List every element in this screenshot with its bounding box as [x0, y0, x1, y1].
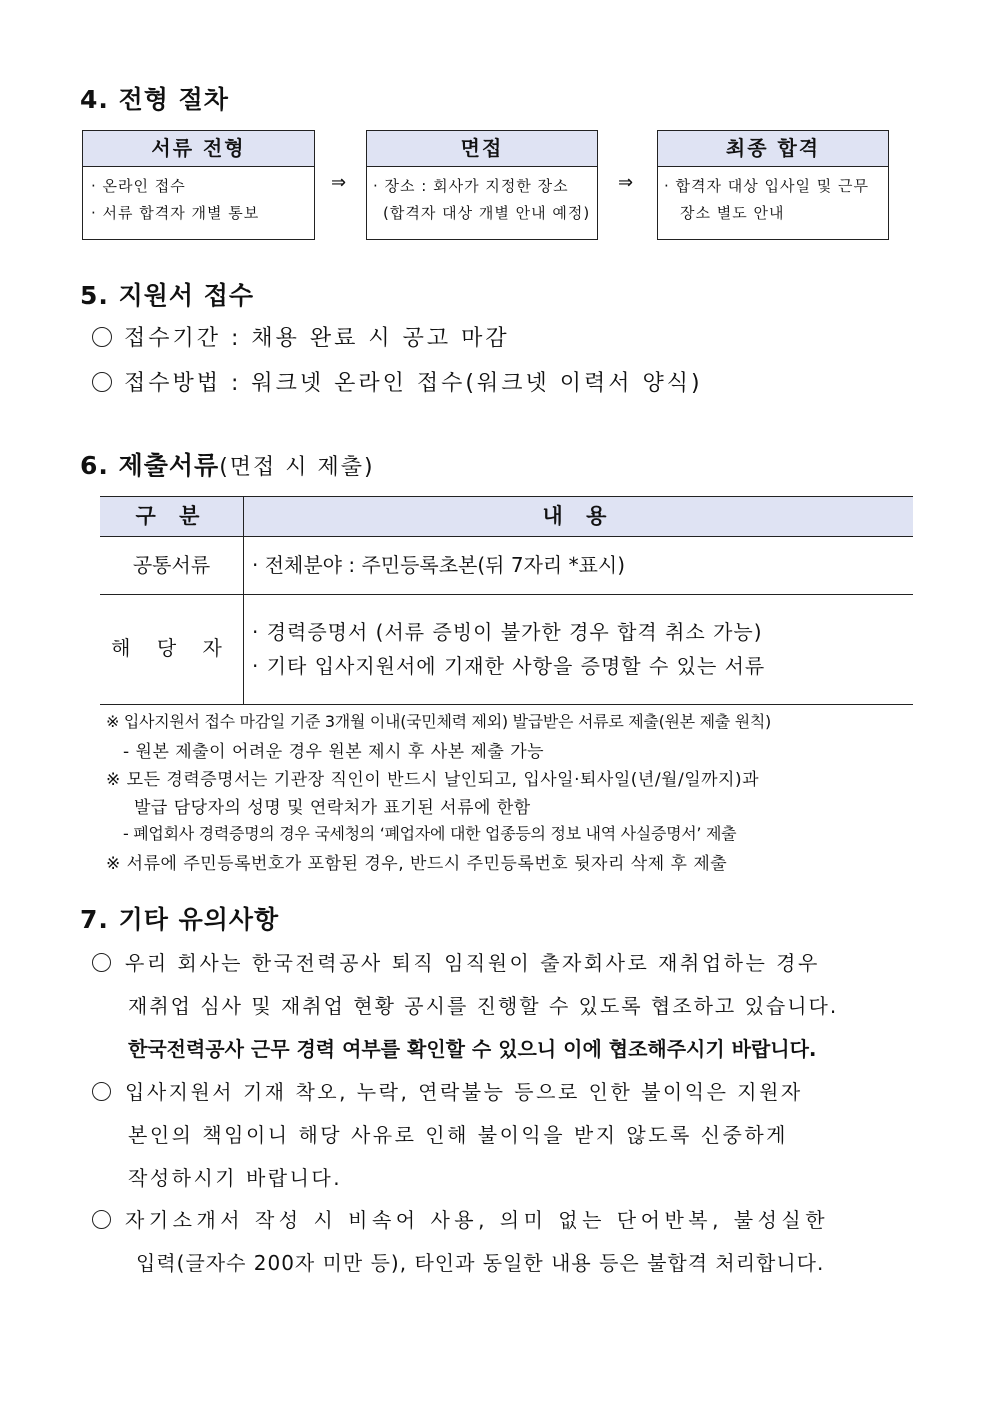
notice-line: 입사지원서 기재 착오, 누락, 연락불능 등으로 인한 불이익은 지원자	[125, 1080, 803, 1104]
process-step-body	[83, 173, 314, 227]
process-arrow-icon: ⇒	[331, 172, 347, 193]
application-period-text: 접수기간 : 채용 완료 시 공고 마감	[124, 326, 510, 351]
notice-line-bold: 한국전력공사 근무 경력 여부를 확인할 수 있으니 이에 협조해주시기 바랍니다.	[128, 1037, 817, 1061]
process-step-body	[367, 173, 597, 227]
process-step-line: · 합격자 대상 입사일 및 근무	[664, 177, 869, 195]
table-cell-line: · 기타 입사지원서에 기재한 사항을 증명할 수 있는 서류	[252, 654, 766, 678]
note-line: ※ 서류에 주민등록번호가 포함된 경우, 반드시 주민등록번호 뒷자리 삭제 후 제출	[106, 854, 728, 874]
section5-heading: 5. 지원서 접수	[80, 281, 255, 310]
section6-subtitle: (면접 시 제출)	[219, 455, 375, 480]
notice-item	[92, 947, 820, 976]
note-line: - 원본 제출이 어려운 경우 원본 제시 후 사본 제출 가능	[123, 742, 545, 762]
process-step-final-pass	[657, 130, 889, 240]
table-header-category: 구 분	[135, 504, 208, 528]
section6-heading	[80, 446, 375, 482]
note-line: 발급 담당자의 성명 및 연락처가 표기된 서류에 한함	[134, 798, 531, 818]
table-header-content: 내 용	[243, 497, 913, 537]
application-method	[92, 366, 703, 397]
process-step-title: 면접	[367, 131, 597, 167]
process-step-document-screening	[82, 130, 315, 240]
section7-heading: 7. 기타 유의사항	[80, 905, 280, 934]
process-step-line: 장소 별도 안내	[680, 204, 785, 222]
notice-line: 본인의 책임이니 해당 사유로 인해 불이익을 받지 않도록 신중하게	[128, 1123, 788, 1147]
section6-title: 6. 제출서류	[80, 451, 220, 480]
circle-bullet-icon	[92, 327, 112, 347]
circle-bullet-icon	[92, 372, 112, 392]
process-step-title: 최종 합격	[658, 131, 888, 167]
process-step-line: · 서류 합격자 개별 통보	[91, 204, 260, 222]
process-step-line: (합격자 대상 개별 안내 예정)	[383, 204, 591, 222]
application-method-text: 접수방법 : 워크넷 온라인 접수(워크넷 이력서 양식)	[124, 371, 703, 396]
note-line: ※ 모든 경력증명서는 기관장 직인이 반드시 날인되고, 입사일·퇴사일(년/월/일까지)과	[106, 770, 760, 790]
process-step-line: · 장소 : 회사가 지정한 장소	[373, 177, 569, 195]
process-step-line: · 온라인 접수	[91, 177, 186, 195]
table-cell-category: 해 당 자	[111, 636, 232, 660]
table-row	[100, 595, 913, 705]
table-header-row	[100, 496, 913, 537]
circle-bullet-icon	[92, 1082, 111, 1101]
process-step-title: 서류 전형	[83, 131, 314, 167]
application-period	[92, 321, 510, 352]
notice-line: 재취업 심사 및 재취업 현황 공시를 진행할 수 있도록 협조하고 있습니다.	[128, 994, 839, 1018]
table-row	[100, 537, 913, 595]
table-cell-line: · 경력증명서 (서류 증빙이 불가한 경우 합격 취소 가능)	[252, 620, 763, 644]
section4-heading: 4. 전형 절차	[80, 85, 229, 114]
notice-item	[92, 1204, 829, 1233]
process-step-interview	[366, 130, 598, 240]
note-line: ※ 입사지원서 접수 마감일 기준 3개월 이내(국민체력 제외) 발급받은 서류로 제출(원본 제출 원칙)	[106, 712, 771, 731]
table-cell-category: 공통서류	[132, 553, 211, 577]
notice-line: 입력(글자수 200자 미만 등), 타인과 동일한 내용 등은 불합격 처리합니다.	[136, 1251, 825, 1275]
table-cell-content	[243, 595, 765, 704]
process-arrow-icon: ⇒	[618, 172, 634, 193]
notice-line: 우리 회사는 한국전력공사 퇴직 임직원이 출자회사로 재취업하는 경우	[125, 951, 820, 975]
circle-bullet-icon	[92, 953, 111, 972]
notice-line: 작성하시기 바랍니다.	[128, 1166, 343, 1190]
table-cell-line: · 전체분야 : 주민등록초본(뒤 7자리 *표시)	[252, 553, 626, 577]
table-cell-content	[243, 537, 625, 594]
circle-bullet-icon	[92, 1210, 111, 1229]
note-line: - 폐업회사 경력증명의 경우 국세청의 ‘폐업자에 대한 업종등의 정보 내역 사실증명서’ 제출	[123, 824, 737, 843]
notice-item	[92, 1076, 803, 1105]
process-step-body	[658, 173, 888, 227]
notice-line: 자기소개서 작성 시 비속어 사용, 의미 없는 단어반복, 불성실한	[125, 1208, 830, 1232]
